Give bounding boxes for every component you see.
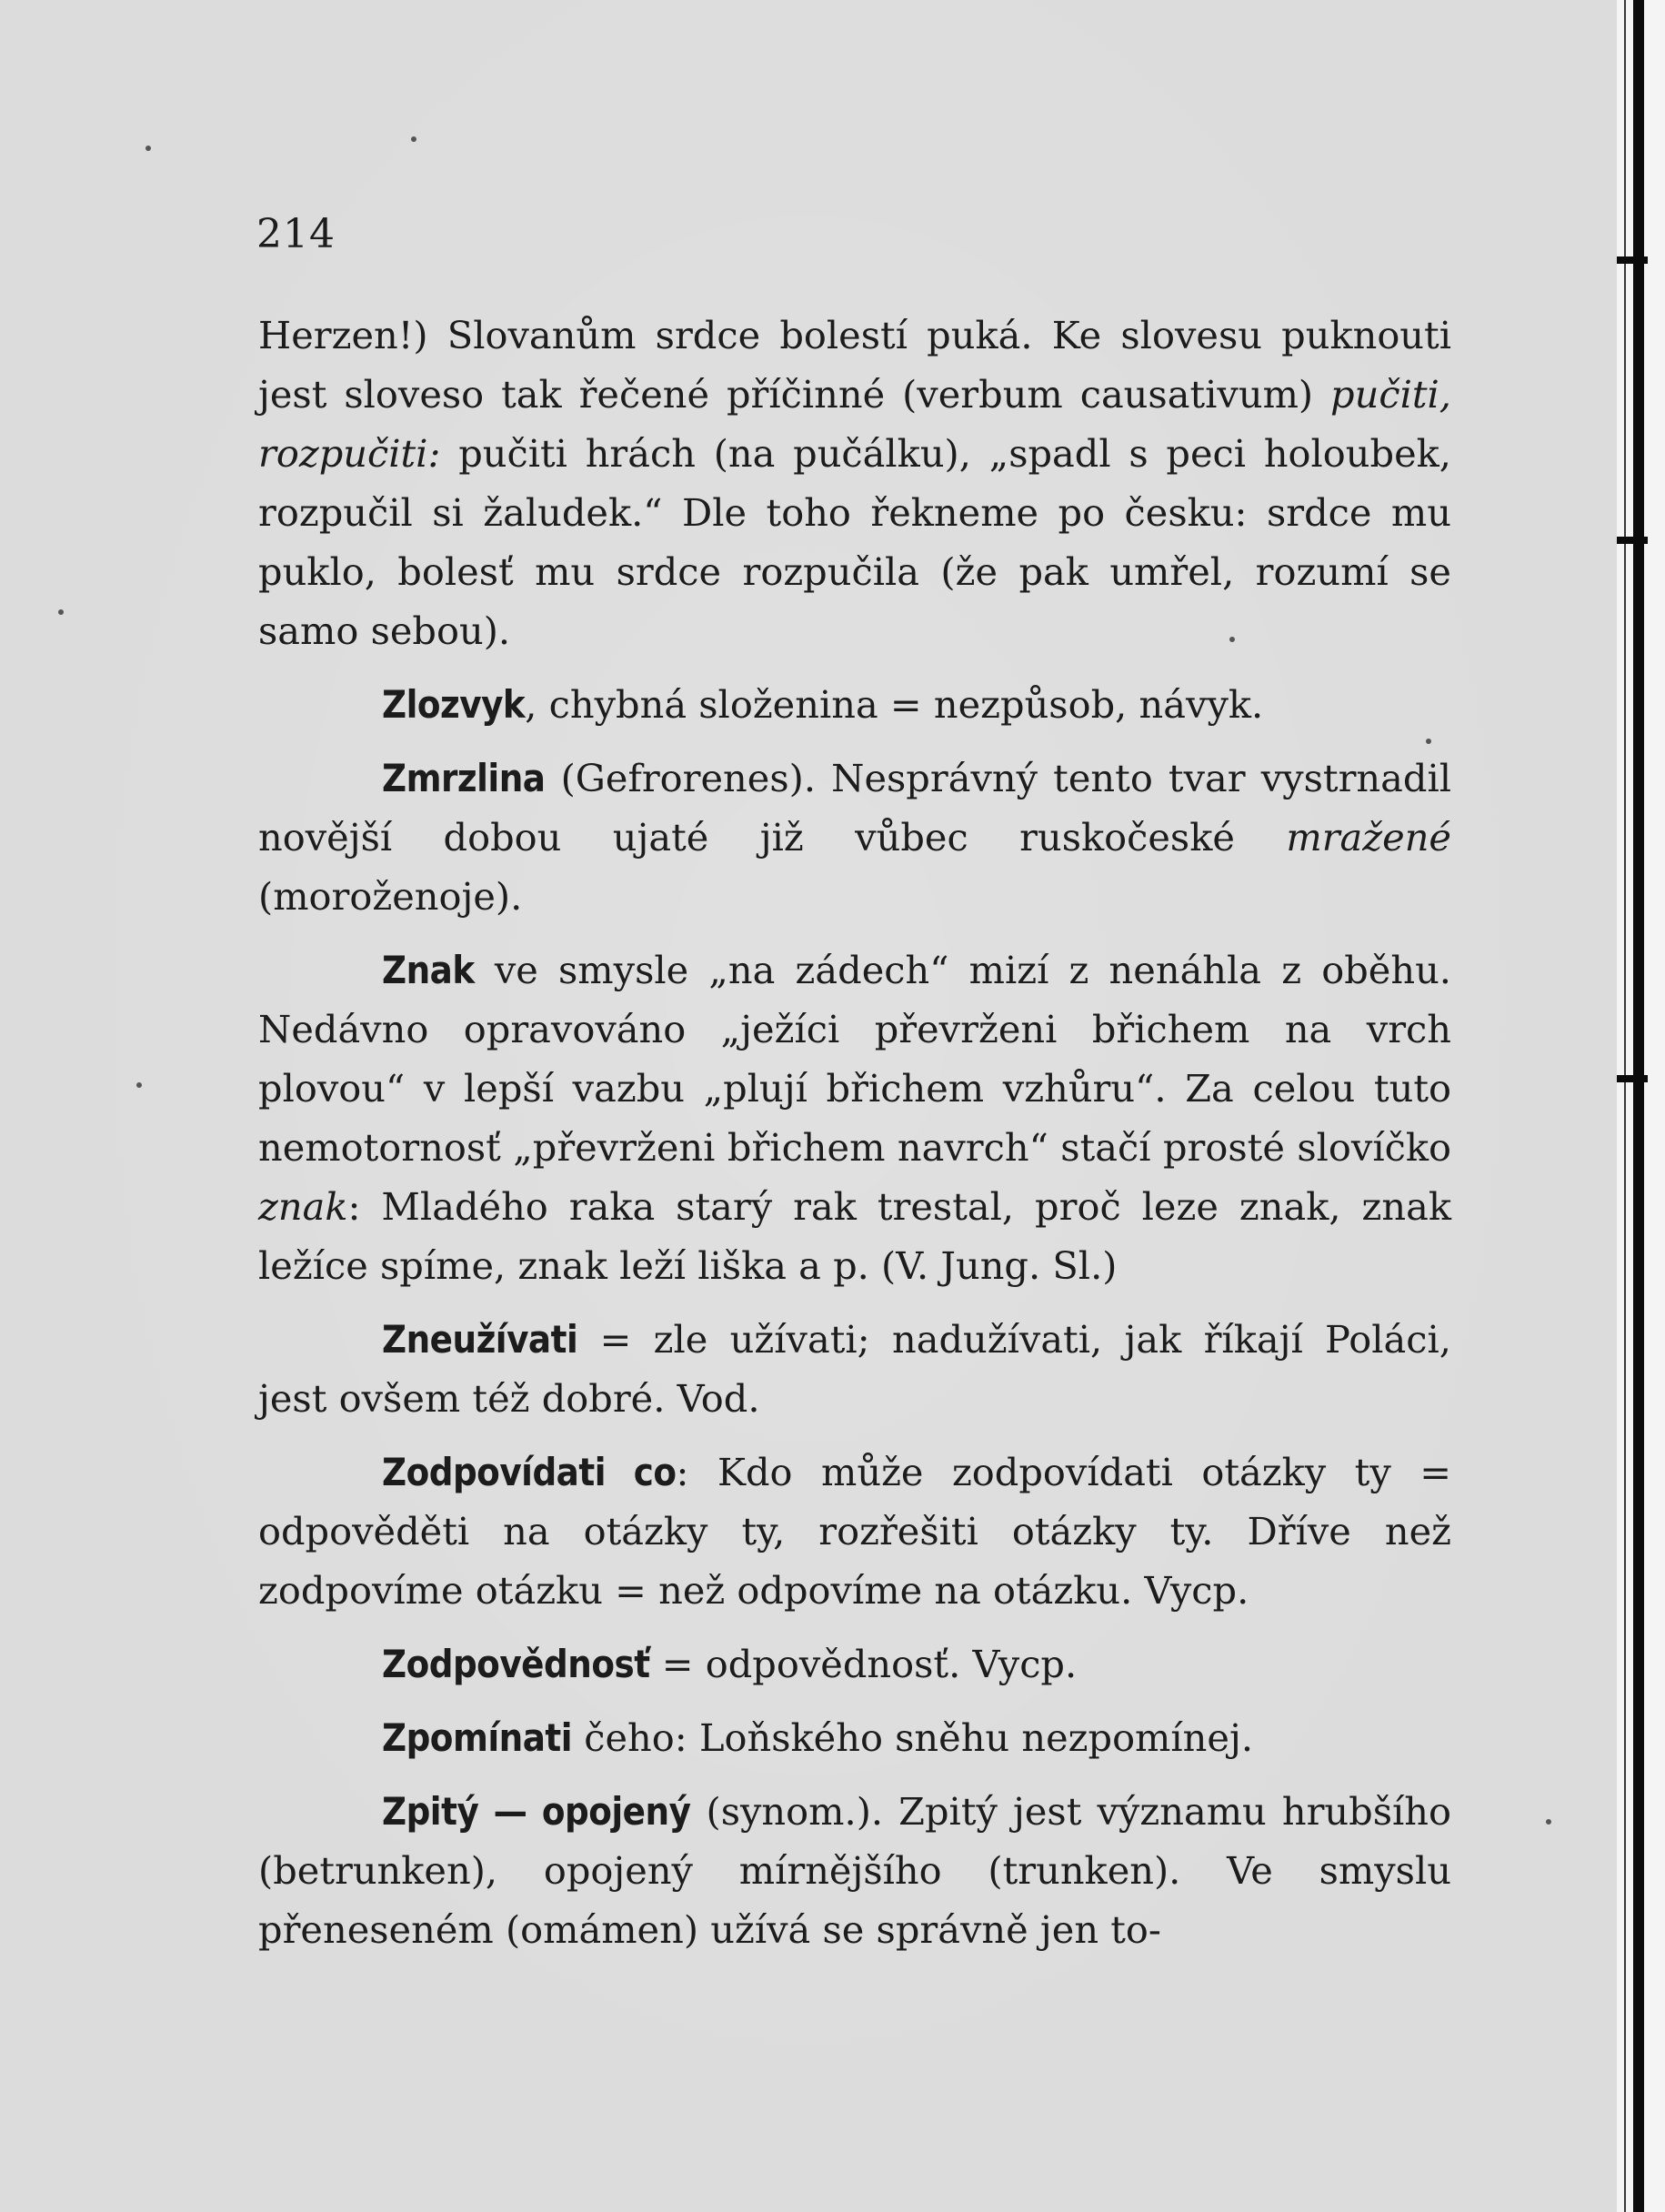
text-run: Herzen!) Slovanům srdce bolestí puká. Ke slovesu puknouti jest sloveso tak řečené příčinné (verbum causativum) xyxy=(258,313,1451,417)
entry-text: (moroženoje). xyxy=(258,874,523,919)
paper-speck xyxy=(145,146,151,151)
dictionary-entry xyxy=(258,1634,1451,1694)
page-text xyxy=(258,306,1451,1959)
italic-term: mražené xyxy=(1286,815,1451,860)
paper-speck xyxy=(411,136,416,142)
entry-headword: Zodpovědnosť xyxy=(382,1642,650,1686)
dictionary-entry xyxy=(258,1708,1451,1767)
entry-text: = odpovědnosť. Vycp. xyxy=(649,1642,1078,1686)
binding-mark xyxy=(1617,256,1648,264)
entry-headword: Znak xyxy=(382,948,475,992)
entry-text: čeho: Loňského sněhu nezpomínej. xyxy=(572,1715,1254,1760)
dictionary-entry xyxy=(258,675,1451,734)
entry-headword: Zpitý — opojený xyxy=(382,1789,691,1834)
paragraph xyxy=(258,306,1451,660)
entry-text: : Mladého raka starý rak trestal, proč leze znak, znak ležíce spíme, znak leží liška a p. (V. Jung. Sl.) xyxy=(258,1184,1451,1288)
entry-text: ve smysle „na zádech“ mizí z nenáhla z oběhu. Nedávno opravováno „ježíci převrženi břichem na vrch plovou“ v lepší vazbu „plují břichem vzhůru“. Za celou tuto nemotornosť „převrženi břichem navrch“ stačí prosté slovíčko xyxy=(258,948,1451,1170)
entry-headword: Zlozvyk xyxy=(382,682,526,727)
page-number: 214 xyxy=(256,211,336,257)
entry-headword: Zmrzlina xyxy=(382,756,546,800)
paper-speck xyxy=(58,609,64,615)
entry-headword: Zneužívati xyxy=(382,1317,578,1362)
paper-speck xyxy=(1546,1819,1551,1825)
binding-line xyxy=(1624,0,1626,2212)
entry-headword: Zodpovídati co xyxy=(382,1450,677,1494)
italic-term: znak xyxy=(258,1184,348,1229)
dictionary-entry xyxy=(258,1310,1451,1428)
entry-text: (Gefrorenes). Nesprávný tento tvar vystrnadil novější dobou ujaté již vůbec ruskočeské xyxy=(258,756,1451,860)
entry-text: (synom.). Zpitý jest významu hrubšího (betrunken), opojený mírnějšího (trunken). Ve smyslu přeneseném (omámen) užívá se správně jen to- xyxy=(258,1789,1451,1952)
dictionary-entry xyxy=(258,749,1451,926)
entry-headword: Zpomínati xyxy=(382,1715,573,1760)
dictionary-entry xyxy=(258,1782,1451,1959)
paper-speck xyxy=(136,1082,142,1088)
dictionary-entry xyxy=(258,940,1451,1295)
binding-bar xyxy=(1633,0,1644,2212)
entry-text: : Kdo může zodpovídati otázky ty = odpověděti na otázky ty, rozřešiti otázky ty. Dříve než zodpovíme otázku = než odpovíme na otázku. Vycp. xyxy=(258,1450,1451,1613)
page-binding-edge xyxy=(1617,0,1665,2212)
entry-text: = zle užívati; nadužívati, jak říkají Poláci, jest ovšem též dobré. Vod. xyxy=(258,1317,1451,1421)
binding-mark xyxy=(1617,1075,1648,1082)
text-run: pučiti hrách (na pučálku), „spadl s peci holoubek, rozpučil si žaludek.“ Dle toho řekneme po česku: srdce mu puklo, bolesť mu srdce rozpučila (že pak umřel, rozumí se samo sebou). xyxy=(258,431,1451,653)
dictionary-entry xyxy=(258,1443,1451,1620)
binding-mark xyxy=(1617,537,1648,544)
italic-term: pučiti, rozpučiti: xyxy=(258,372,1451,476)
entry-text: , chybná složenina = nezpůsob, návyk. xyxy=(525,682,1264,727)
